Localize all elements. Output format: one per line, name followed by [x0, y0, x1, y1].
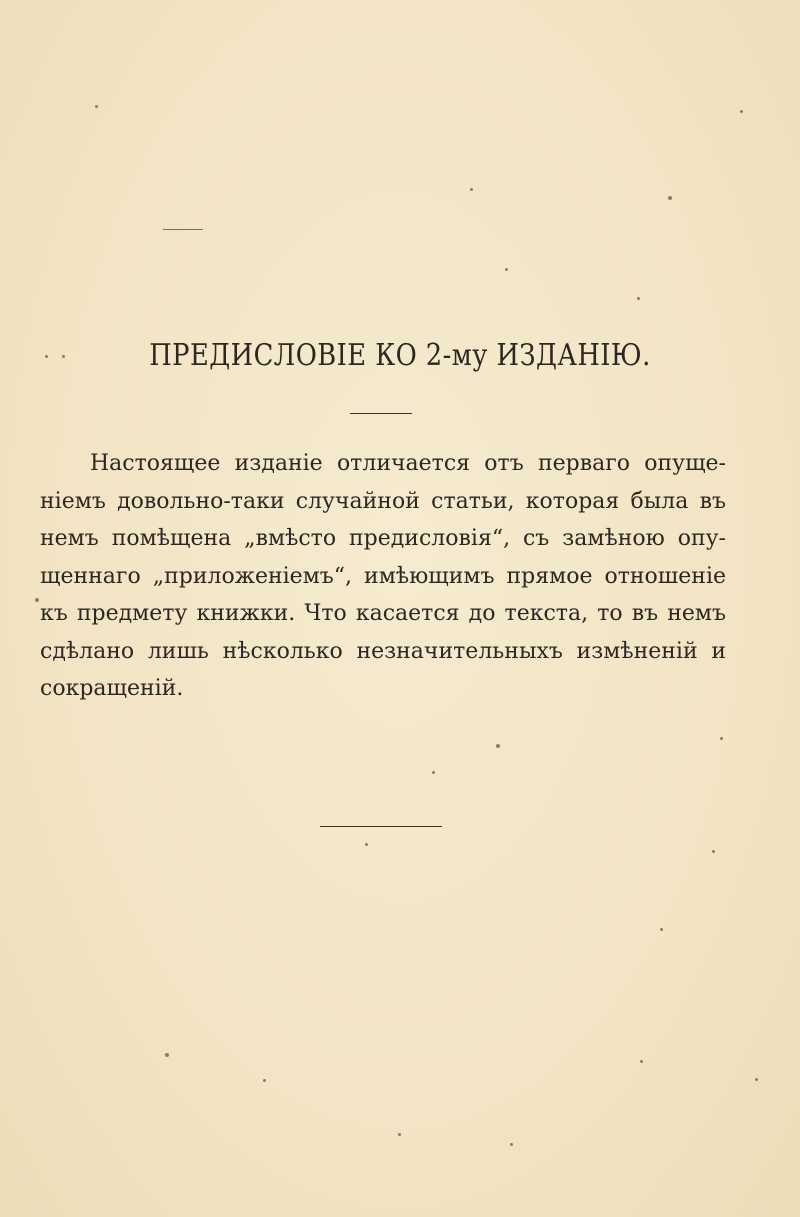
paper-speck — [62, 355, 65, 358]
paper-speck — [95, 105, 98, 108]
title-divider — [350, 413, 412, 414]
paper-speck — [510, 1143, 513, 1146]
paper-speck — [365, 843, 368, 846]
paper-speck — [660, 928, 663, 931]
paper-speck — [432, 771, 435, 774]
page-title: ПРЕДИСЛОВІЕ КО 2-му ИЗДАНІЮ. — [149, 338, 651, 373]
paper-speck — [668, 196, 672, 200]
paragraph-line: Настоящее изданіе отличается отъ перваго опуще- — [90, 451, 726, 476]
paragraph-line: щеннаго „приложеніемъ“, имѣющимъ прямое отношеніе — [40, 563, 726, 589]
faint-rule-mark — [163, 229, 203, 230]
closing-divider — [320, 826, 442, 827]
paragraph-line: немъ помѣщена „вмѣсто предисловія“, съ замѣною опу- — [40, 526, 726, 551]
paragraph-line: къ предмету книжки. Что касается до текста, то въ немъ — [40, 601, 726, 626]
paper-speck — [470, 188, 473, 191]
preface-paragraph — [40, 445, 726, 708]
paragraph-line: сокращеній. — [40, 676, 184, 701]
paper-speck — [712, 850, 715, 853]
paper-speck — [720, 737, 723, 740]
paragraph-line: ніемъ довольно-таки случайной статьи, которая была въ — [40, 488, 726, 514]
paper-speck — [398, 1133, 401, 1136]
paper-speck — [740, 110, 743, 113]
paper-speck — [637, 297, 640, 300]
paper-speck — [165, 1053, 169, 1057]
paper-speck — [640, 1060, 643, 1063]
paper-speck — [45, 355, 48, 358]
paper-speck — [263, 1079, 266, 1082]
paper-speck — [35, 598, 39, 602]
paper-speck — [505, 268, 508, 271]
paragraph-line: сдѣлано лишь нѣсколько незначительныхъ измѣненій и — [40, 638, 726, 664]
paper-speck — [755, 1078, 758, 1081]
paper-speck — [496, 744, 500, 748]
